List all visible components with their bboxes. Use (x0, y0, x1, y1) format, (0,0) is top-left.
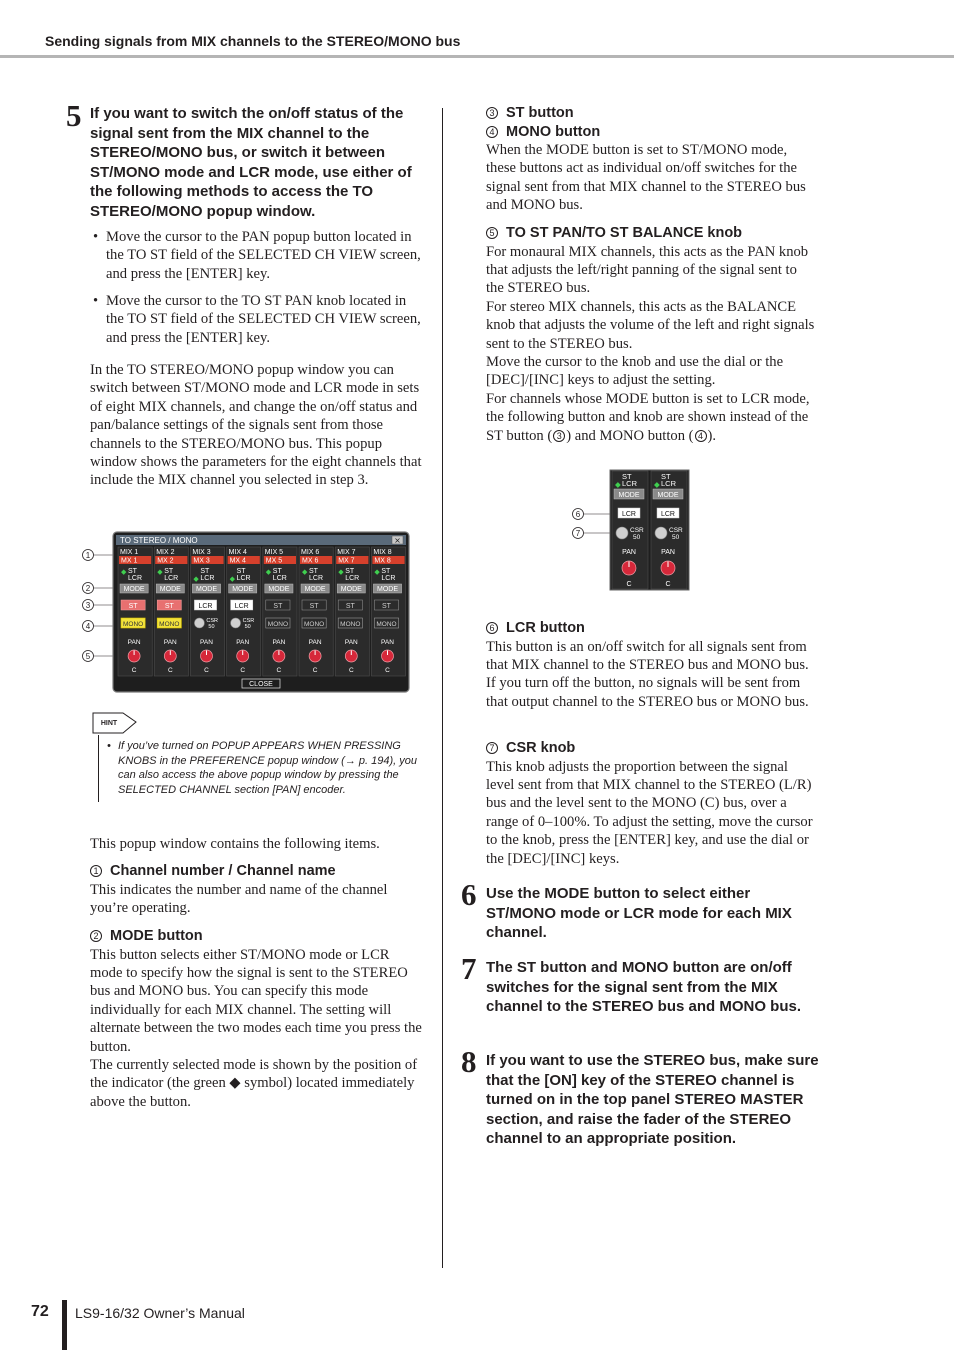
mode-indicator-icon: ◆ (265, 576, 272, 583)
manual-title: LS9-16/32 Owner’s Manual (75, 1305, 245, 1321)
pan-label: PAN (236, 639, 250, 646)
mode-indicator-icon: ◆ (121, 576, 127, 583)
lcr-figure-strip (651, 471, 687, 589)
lcr-label: LCR (622, 479, 638, 488)
pan-value: C (240, 667, 246, 674)
callout-4-badge: 4 (486, 126, 498, 138)
item-1-title: Channel number / Channel name (110, 863, 336, 879)
channel-number: MIX 7 (337, 549, 356, 556)
mode-indicator-icon: ◆ (302, 569, 308, 576)
csr-value: 50 (244, 624, 251, 630)
bullet-item: • Move the cursor to the TO ST PAN knob located in the TO ST field of the SELECTED CH VIEW screen, and press the [ENTER] key. (90, 292, 424, 347)
csr-knob[interactable] (655, 527, 667, 539)
pan-label: PAN (272, 639, 286, 646)
callout-7-badge: 7 (486, 742, 498, 754)
mode-indicator-icon: ◆ (338, 569, 344, 576)
item-5-text: Move the cursor to the knob and use the dial or the [DEC]/[INC] keys to adjust the setting. (486, 353, 784, 389)
st-button-label[interactable]: ST (128, 603, 138, 610)
step-7-text: The ST button and MONO button are on/off switches for the signal sent from the MIX channel to the STEREO bus and MONO bus. (486, 959, 802, 1015)
mode-label: MODE (377, 586, 398, 593)
channel-name: MX 2 (157, 557, 174, 565)
csr-label: CSR (630, 527, 644, 534)
bullet-item: • Move the cursor to the PAN popup button located in the TO ST field of the SELECTED CH VIEW screen, and press the [ENTER] key. (90, 228, 424, 283)
st-label: ST (164, 568, 174, 575)
mono-button-label[interactable]: MONO (267, 621, 289, 628)
header-rule (0, 55, 954, 58)
pan-label: PAN (163, 639, 177, 646)
hint-body: If you’ve turned on POPUP APPEARS WHEN PRESSING KNOBS in the PREFERENCE popup window (→ p. 194), you can also access the above popup window by pressing the SELECTED CHANNEL section [PAN] encoder. (118, 740, 417, 796)
mode-label: MODE (340, 586, 362, 593)
pan-label: PAN (661, 549, 675, 556)
step-6-text: Use the MODE button to select either ST/MONO mode or LCR mode for each MIX channel. (486, 885, 792, 941)
page-number: 72 (31, 1303, 49, 1320)
csr-label: CSR (206, 618, 219, 624)
item-2-text: This button selects either ST/MONO mode or LCR mode to specify how the signal is sent to the STEREO bus and MONO bus. You can specify this mode individually for each MIX channel. The setting will alternate between the two modes each time you press the button. (90, 946, 422, 1055)
callout-number: 7 (575, 529, 581, 538)
lcr-label: LCR (309, 575, 324, 582)
pan-value: C (626, 581, 632, 588)
mode-indicator-icon: ◆ (374, 576, 380, 583)
hint-text: • If you’ve turned on POPUP APPEARS WHEN PRESSING KNOBS in the PREFERENCE popup window (→ p. 194), you can also access the above popup window by pressing the SELECTED CHANNEL section [PAN] encoder. (107, 739, 425, 797)
pan-value: C (665, 581, 671, 588)
item-2-text: The currently selected mode is shown by the position of the indicator (the green ◆ symbol) located immediately above the button. (90, 1056, 418, 1110)
mode-indicator-icon: ◆ (193, 569, 199, 576)
st-label: ST (622, 472, 632, 481)
step-5-bullets (90, 228, 424, 355)
pan-value: C (348, 667, 354, 674)
st-button-label[interactable]: ST (164, 603, 174, 610)
footer-bar (62, 1300, 67, 1350)
st-label: ST (309, 568, 318, 575)
st-label: ST (128, 568, 137, 575)
pan-label: PAN (622, 549, 636, 556)
channel-name: MX 4 (229, 557, 246, 565)
st-button-label[interactable]: ST (382, 603, 391, 610)
column-divider (442, 108, 443, 1268)
csr-label: CSR (669, 527, 683, 534)
callout-number: 2 (85, 584, 91, 593)
item-4-title: MONO button (506, 123, 601, 140)
st-label: ST (661, 472, 671, 481)
lcr-button-label[interactable]: LCR (198, 603, 213, 610)
channel-number: MIX 5 (264, 549, 284, 556)
csr-value: 50 (672, 534, 680, 541)
item-2 (90, 927, 424, 1111)
channel-number: MIX 6 (301, 549, 320, 556)
item-5-text: For monaural MIX channels, this acts as the PAN knob that adjusts the left/right panning of the signal sent to the STEREO bus. (486, 243, 809, 297)
mode-indicator-icon: ◆ (229, 569, 235, 576)
lcr-label: LCR (200, 575, 215, 582)
lcr-button-label[interactable]: LCR (234, 603, 249, 610)
lcr-mode-strip-figure (566, 468, 692, 592)
hint-rule (98, 735, 99, 802)
lcr-button-label[interactable]: LCR (660, 511, 676, 518)
lcr-figure-strip (612, 471, 648, 589)
pan-label: PAN (308, 639, 322, 646)
pan-value: C (312, 667, 318, 674)
running-title: Sending signals from MIX channels to the STEREO/MONO bus (45, 33, 461, 49)
mode-indicator-icon: ◆ (157, 576, 163, 583)
channel-name: MX 6 (302, 557, 319, 565)
lcr-label: LCR (345, 575, 360, 582)
channel-name: MX 8 (374, 557, 391, 565)
callout-number: 4 (85, 622, 91, 631)
popup-channel-strip (371, 547, 405, 676)
st-label: ST (381, 568, 391, 575)
hint-tag-icon (92, 710, 138, 734)
callout-number: 5 (85, 652, 91, 661)
csr-value: 50 (208, 624, 215, 630)
pan-value: C (276, 667, 282, 674)
mode-indicator-icon: ◆ (654, 480, 660, 489)
mono-button-label[interactable]: MONO (159, 621, 180, 628)
st-label: ST (236, 568, 246, 575)
st-label: ST (272, 568, 282, 575)
step-5-paragraph: In the TO STEREO/MONO popup window you can switch between ST/MONO mode and LCR mode in sets of eight MIX channels, and change the on/off status and pan/balance settings of the signals sent from those channels to the STEREO/MONO bus. This popup window shows the parameters for the eight channels that include the MIX channel you selected in step 3. (90, 362, 422, 489)
item-1 (90, 862, 424, 917)
mode-label: MODE (657, 492, 679, 499)
callout-6-badge: 6 (486, 622, 498, 634)
callout-number: 3 (85, 601, 91, 610)
st-label: ST (200, 568, 210, 575)
item-6 (486, 619, 818, 711)
st-button-label[interactable]: ST (309, 603, 319, 610)
mode-indicator-icon: ◆ (374, 569, 380, 576)
mode-indicator-icon: ◆ (302, 576, 308, 583)
mode-indicator-icon: ◆ (265, 569, 272, 576)
st-button-label[interactable]: ST (345, 603, 355, 610)
popup-channel-strip (263, 547, 297, 676)
step-8-number: 8 (461, 1044, 477, 1079)
channel-number: MIX 4 (228, 549, 247, 556)
mode-label: MODE (159, 586, 181, 593)
mono-button-label[interactable]: MONO (376, 621, 397, 628)
popup-channel-strip (190, 547, 224, 676)
st-button-label[interactable]: ST (273, 603, 283, 610)
popup-channel-strip (335, 547, 369, 676)
csr-knob[interactable] (194, 618, 204, 628)
channel-name: MX 7 (338, 557, 355, 565)
popup-title: TO STEREO / MONO (120, 536, 198, 545)
pan-value: C (131, 667, 137, 674)
item-5-title: TO ST PAN/TO ST BALANCE knob (506, 225, 743, 241)
pan-label: PAN (344, 639, 358, 646)
csr-value: 50 (633, 534, 641, 541)
mode-label: MODE (196, 586, 217, 593)
callout-number: 6 (575, 510, 581, 519)
callout-number: 1 (85, 551, 91, 560)
popup-close-label: CLOSE (249, 681, 273, 688)
mode-label: MODE (304, 586, 326, 593)
pan-label: PAN (200, 639, 213, 646)
popup-channel-strip (118, 547, 152, 676)
callout-2-badge: 2 (90, 930, 102, 942)
lcr-button-label[interactable]: LCR (621, 511, 637, 518)
item-2-title: MODE button (110, 928, 203, 944)
item-5 (486, 224, 818, 445)
to-stereo-mono-popup-figure (80, 528, 420, 696)
item-3-4-text: When the MODE button is set to ST/MONO mode, these buttons act as individual on/off switches for the signal sent from that MIX channel to the STEREO bus and MONO bus. (486, 142, 806, 214)
item-5-text: For channels whose MODE button is set to LCR mode, the following button and knob are shown instead of the ST button ( 3 ) and MONO button ( 4 ). (486, 390, 810, 444)
mode-label: MODE (618, 492, 640, 499)
channel-number: MIX 2 (156, 549, 175, 556)
item-7-text: This knob adjusts the proportion between the signal level sent from that MIX channel to the STEREO (L/R) bus and the level sent to the MONO (C) bus, over a range of 0–100%. To adjust the setting, move the cursor to the knob, press the [ENTER] key, and use the dial or the [DEC]/[INC] keys. (486, 758, 813, 867)
mode-indicator-icon: ◆ (229, 576, 235, 583)
item-5-text: For stereo MIX channels, this acts as the BALANCE knob that adjusts the volume of the left and right signals sent to the STEREO bus. (486, 298, 815, 352)
pan-value: C (167, 667, 173, 674)
st-label: ST (345, 568, 355, 575)
mono-button-label[interactable]: MONO (122, 621, 144, 628)
channel-number: MIX 8 (373, 549, 392, 556)
csr-knob[interactable] (616, 527, 628, 539)
pan-label: PAN (127, 639, 141, 646)
callout-5-badge: 5 (486, 227, 498, 239)
callout-3-badge: 3 (486, 107, 498, 119)
step-5-number: 5 (66, 98, 82, 133)
mono-button-label[interactable]: MONO (303, 621, 325, 628)
mode-label: MODE (123, 586, 145, 593)
channel-name: MX 3 (193, 557, 210, 565)
channel-name: MX 5 (265, 557, 283, 565)
csr-label: CSR (242, 618, 255, 624)
close-icon: × (394, 536, 401, 545)
lcr-label: LCR (164, 575, 179, 582)
item-6-title: LCR button (506, 620, 585, 636)
step-6-number: 6 (461, 877, 477, 912)
mono-button-label[interactable]: MONO (340, 621, 361, 628)
popup-channel-strip (227, 547, 261, 676)
channel-name: MX 1 (121, 557, 138, 565)
lcr-label: LCR (661, 479, 677, 488)
lcr-label: LCR (272, 575, 287, 582)
item-1-text: This indicates the number and name of the channel you’re operating. (90, 881, 388, 916)
item-7 (486, 739, 818, 868)
mode-indicator-icon: ◆ (121, 569, 127, 576)
lcr-label: LCR (236, 575, 251, 582)
mode-label: MODE (232, 586, 254, 593)
item-3-title: ST button (506, 105, 574, 121)
channel-number: MIX 1 (120, 549, 139, 556)
lcr-label: LCR (128, 575, 143, 582)
callout-1-badge: 1 (90, 865, 102, 877)
step-5-heading: If you want to switch the on/off status of the signal sent from the MIX channel to the STEREO/MONO bus, or switch it between ST/MONO mode and LCR mode, use either of the following methods to access the TO STEREO/MONO popup window. (90, 105, 412, 220)
channel-number: MIX 3 (192, 549, 211, 556)
mode-indicator-icon: ◆ (193, 576, 199, 583)
mode-indicator-icon: ◆ (338, 576, 344, 583)
mode-label: MODE (268, 586, 290, 593)
step-7-number: 7 (461, 951, 477, 986)
step-8-text: If you want to use the STEREO bus, make sure that the [ON] key of the STEREO channel is turned on in the top panel STEREO MASTER section, and raise the fader of the STEREO channel to an appropriate position. (486, 1052, 819, 1147)
pan-value: C (385, 667, 390, 674)
item-3-4 (486, 104, 818, 215)
lcr-label: LCR (381, 575, 396, 582)
item-7-title: CSR knob (506, 740, 576, 756)
item-6-text: This button is an on/off switch for all signals sent from that MIX channel to the STEREO bus and MONO bus. If you turn off the button, no signals will be sent from that output channel to the STEREO bus or MONO bus. (486, 638, 809, 710)
csr-knob[interactable] (231, 618, 241, 628)
pan-label: PAN (381, 639, 394, 646)
mode-indicator-icon: ◆ (615, 480, 621, 489)
pan-value: C (204, 667, 209, 674)
popup-items-intro: This popup window contains the following items. (90, 836, 380, 852)
popup-channel-strip (299, 547, 333, 676)
popup-channel-strip (154, 547, 188, 676)
hint-tag-label: HINT (100, 720, 118, 727)
mode-indicator-icon: ◆ (157, 569, 163, 576)
